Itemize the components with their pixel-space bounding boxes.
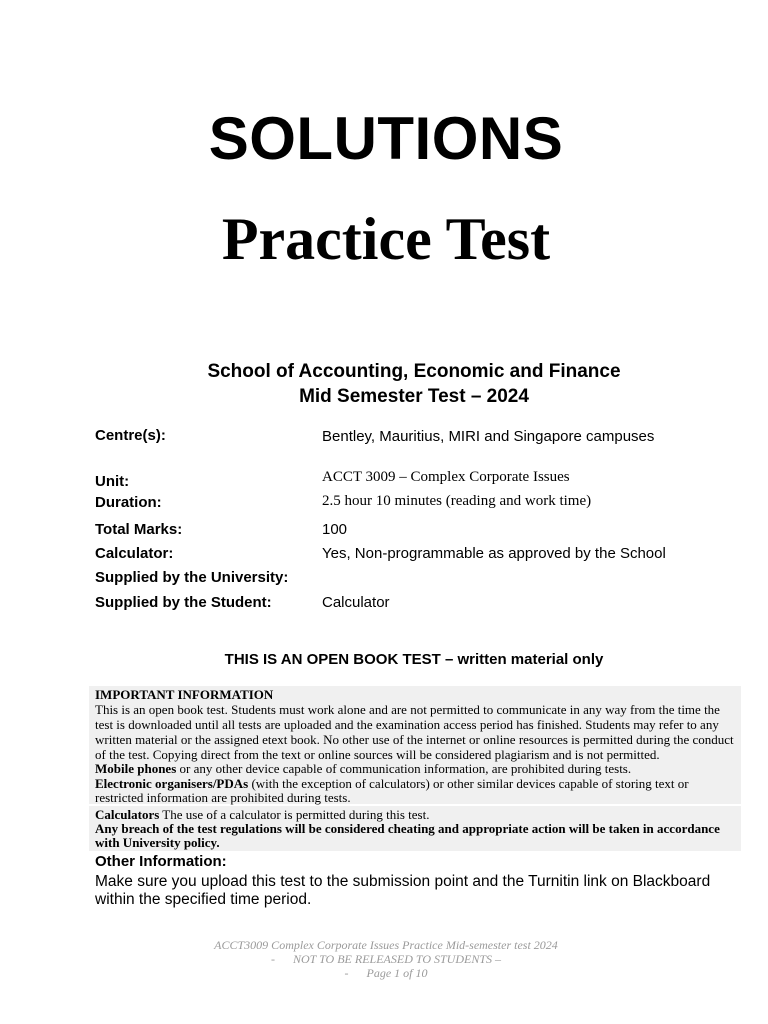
footer-page-line — [0, 966, 768, 981]
supplied-student-label: Supplied by the Student: — [95, 594, 272, 611]
total-marks-label: Total Marks: — [95, 521, 183, 538]
mobile-phones-rule — [95, 761, 631, 776]
centres-value: Bentley, Mauritius, MIRI and Singapore campuses — [322, 428, 655, 445]
unit-label: Unit: — [95, 473, 130, 490]
school-name: School of Accounting, Economic and Finance — [207, 361, 621, 382]
breach-warning-line-2: with University policy. — [95, 835, 220, 850]
important-line-4: of the test. Copying direct from the text or online sources will be considered plagiarism and is not permitted. — [95, 747, 660, 762]
breach-warning-line-1: Any breach of the test regulations will be considered cheating and appropriate action will be taken in accordance — [95, 821, 720, 836]
electronic-organisers-rule — [95, 776, 689, 791]
open-book-notice: THIS IS AN OPEN BOOK TEST – written material only — [224, 651, 604, 668]
page-number: Page 1 of 10 — [366, 966, 428, 980]
mobile-phones-text: or any other device capable of communication information, are prohibited during tests. — [176, 761, 632, 776]
footer-course-line: ACCT3009 Complex Corporate Issues Practice Mid-semester test 2024 — [214, 938, 558, 952]
centres-label: Centre(s): — [95, 427, 166, 444]
supplied-student-value: Calculator — [322, 594, 390, 611]
footer-release-text: NOT TO BE RELEASED TO STUDENTS – — [292, 952, 502, 966]
important-information-box — [89, 686, 741, 851]
electronic-organisers-rule-cont: restricted information are prohibited during tests. — [95, 790, 351, 805]
other-information-text: Make sure you upload this test to the submission point and the Turnitin link on Blackboard within the specified time period. — [95, 873, 711, 908]
test-name: Mid Semester Test – 2024 — [299, 386, 529, 407]
calculators-term: Calculators — [95, 807, 160, 822]
unit-value: ACCT 3009 – Complex Corporate Issues — [322, 469, 570, 485]
footer-dash: - — [344, 966, 349, 980]
footer-release-line — [0, 952, 768, 967]
calculators-text: The use of a calculator is permitted during this test. — [159, 807, 430, 822]
electronic-organisers-term: Electronic organisers/PDAs — [95, 776, 249, 791]
calculators-rule — [95, 807, 429, 822]
important-heading: IMPORTANT INFORMATION — [95, 687, 274, 702]
mobile-phones-term: Mobile phones — [95, 761, 177, 776]
other-information-heading: Other Information: — [95, 853, 227, 870]
calculator-label: Calculator: — [95, 545, 174, 562]
important-line-3: written material or the assigned etext book. No other use of the internet or online resources is permitted during the conduct — [95, 732, 734, 747]
duration-value: 2.5 hour 10 minutes (reading and work time) — [322, 493, 592, 509]
total-marks-value: 100 — [322, 521, 348, 538]
supplied-university-label: Supplied by the University: — [95, 569, 289, 586]
footer-dash: - — [270, 952, 275, 966]
electronic-organisers-text: (with the exception of calculators) or other similar devices capable of storing text or — [248, 776, 689, 791]
calculator-value: Yes, Non-programmable as approved by the School — [322, 545, 666, 562]
solutions-heading: SOLUTIONS — [208, 105, 564, 172]
document-title: Practice Test — [221, 206, 551, 272]
important-line-2: test is downloaded until all tests are uploaded and the examination access period has finished. Students may refer to any — [95, 717, 719, 732]
important-line-1: This is an open book test. Students must work alone and are not permitted to communicate in any way from the time the — [95, 702, 720, 717]
duration-label: Duration: — [95, 494, 162, 511]
